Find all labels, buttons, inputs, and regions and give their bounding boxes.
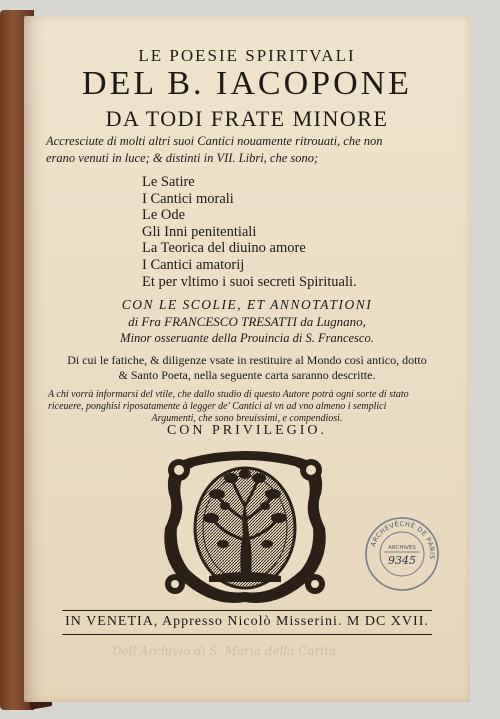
annotations-province: Minor osseruante della Prouincia di S. Francesco. [120,331,374,345]
title-line-3: DA TODI FRATE MINORE [105,106,389,131]
contents-item: Gli Inni penitentiali [142,223,257,240]
title-line-1: LE POESIE SPIRITVALI [138,46,356,65]
subtitle-line-2: erano venuti in luce; & distinti in VII. Libri, che sono; [46,151,319,165]
handwritten-inscription: Dell'Archivio di S. Maria della Carità [112,644,337,658]
stamp-number: 9345 [388,554,416,567]
archive-library-stamp [364,516,440,592]
contents-item: I Cantici morali [142,190,234,207]
stamp-ring-text: ARCHEVÊCHÉ DE PARIS [369,519,437,561]
contents-item: I Cantici amatorij [142,256,245,273]
labors-line-2: & Santo Poeta, nella seguente carta saranno descritte. [118,368,376,382]
labors-line-1: Di cui le fatiche, & diligenze vsate in restituire al Mondo così antico, dotto [67,353,427,367]
privilege-line: CON PRIVILEGIO. [166,423,328,438]
contents-item: La Teorica del diuino amore [142,240,306,257]
printers-device-emblem [159,448,331,606]
advice-line-1: A chi vorrà informarsi del vtile, che dallo studio di questo Autore potrà ogni sorte di stato [48,389,409,400]
imprint-line: IN VENETIA, Appresso Nicolò Misserini. M DC XVII. [65,614,429,629]
stamp-center-label: ARCHIVES [388,545,416,551]
title-line-2: DEL B. IACOPONE [82,65,412,102]
contents-item: Le Ode [142,207,186,224]
annotations-author: di Fra FRANCESCO TRESATTI da Lugnano, [128,314,366,329]
annotations-heading: CON LE SCOLIE, ET ANNOTATIONI [121,297,373,312]
title-page [24,16,470,702]
subtitle-line-1: Accresciute di molti altri suoi Cantici nouamente ritrouati, che non [46,134,383,148]
contents-list [142,174,357,290]
contents-item: Et per vltimo i suoi secreti Spirituali. [142,273,357,290]
imprint-rule-top [62,610,432,611]
advice-line-3: Argumenti, che sono breuissimi, e compendiosi. [151,413,343,424]
contents-item: Le Satire [142,174,195,190]
advice-line-2: riceuere, ponghisi riposatamente à legger de' Cantici al vn ad vno almeno i semplici [48,401,387,412]
imprint-rule-bottom [62,634,432,635]
